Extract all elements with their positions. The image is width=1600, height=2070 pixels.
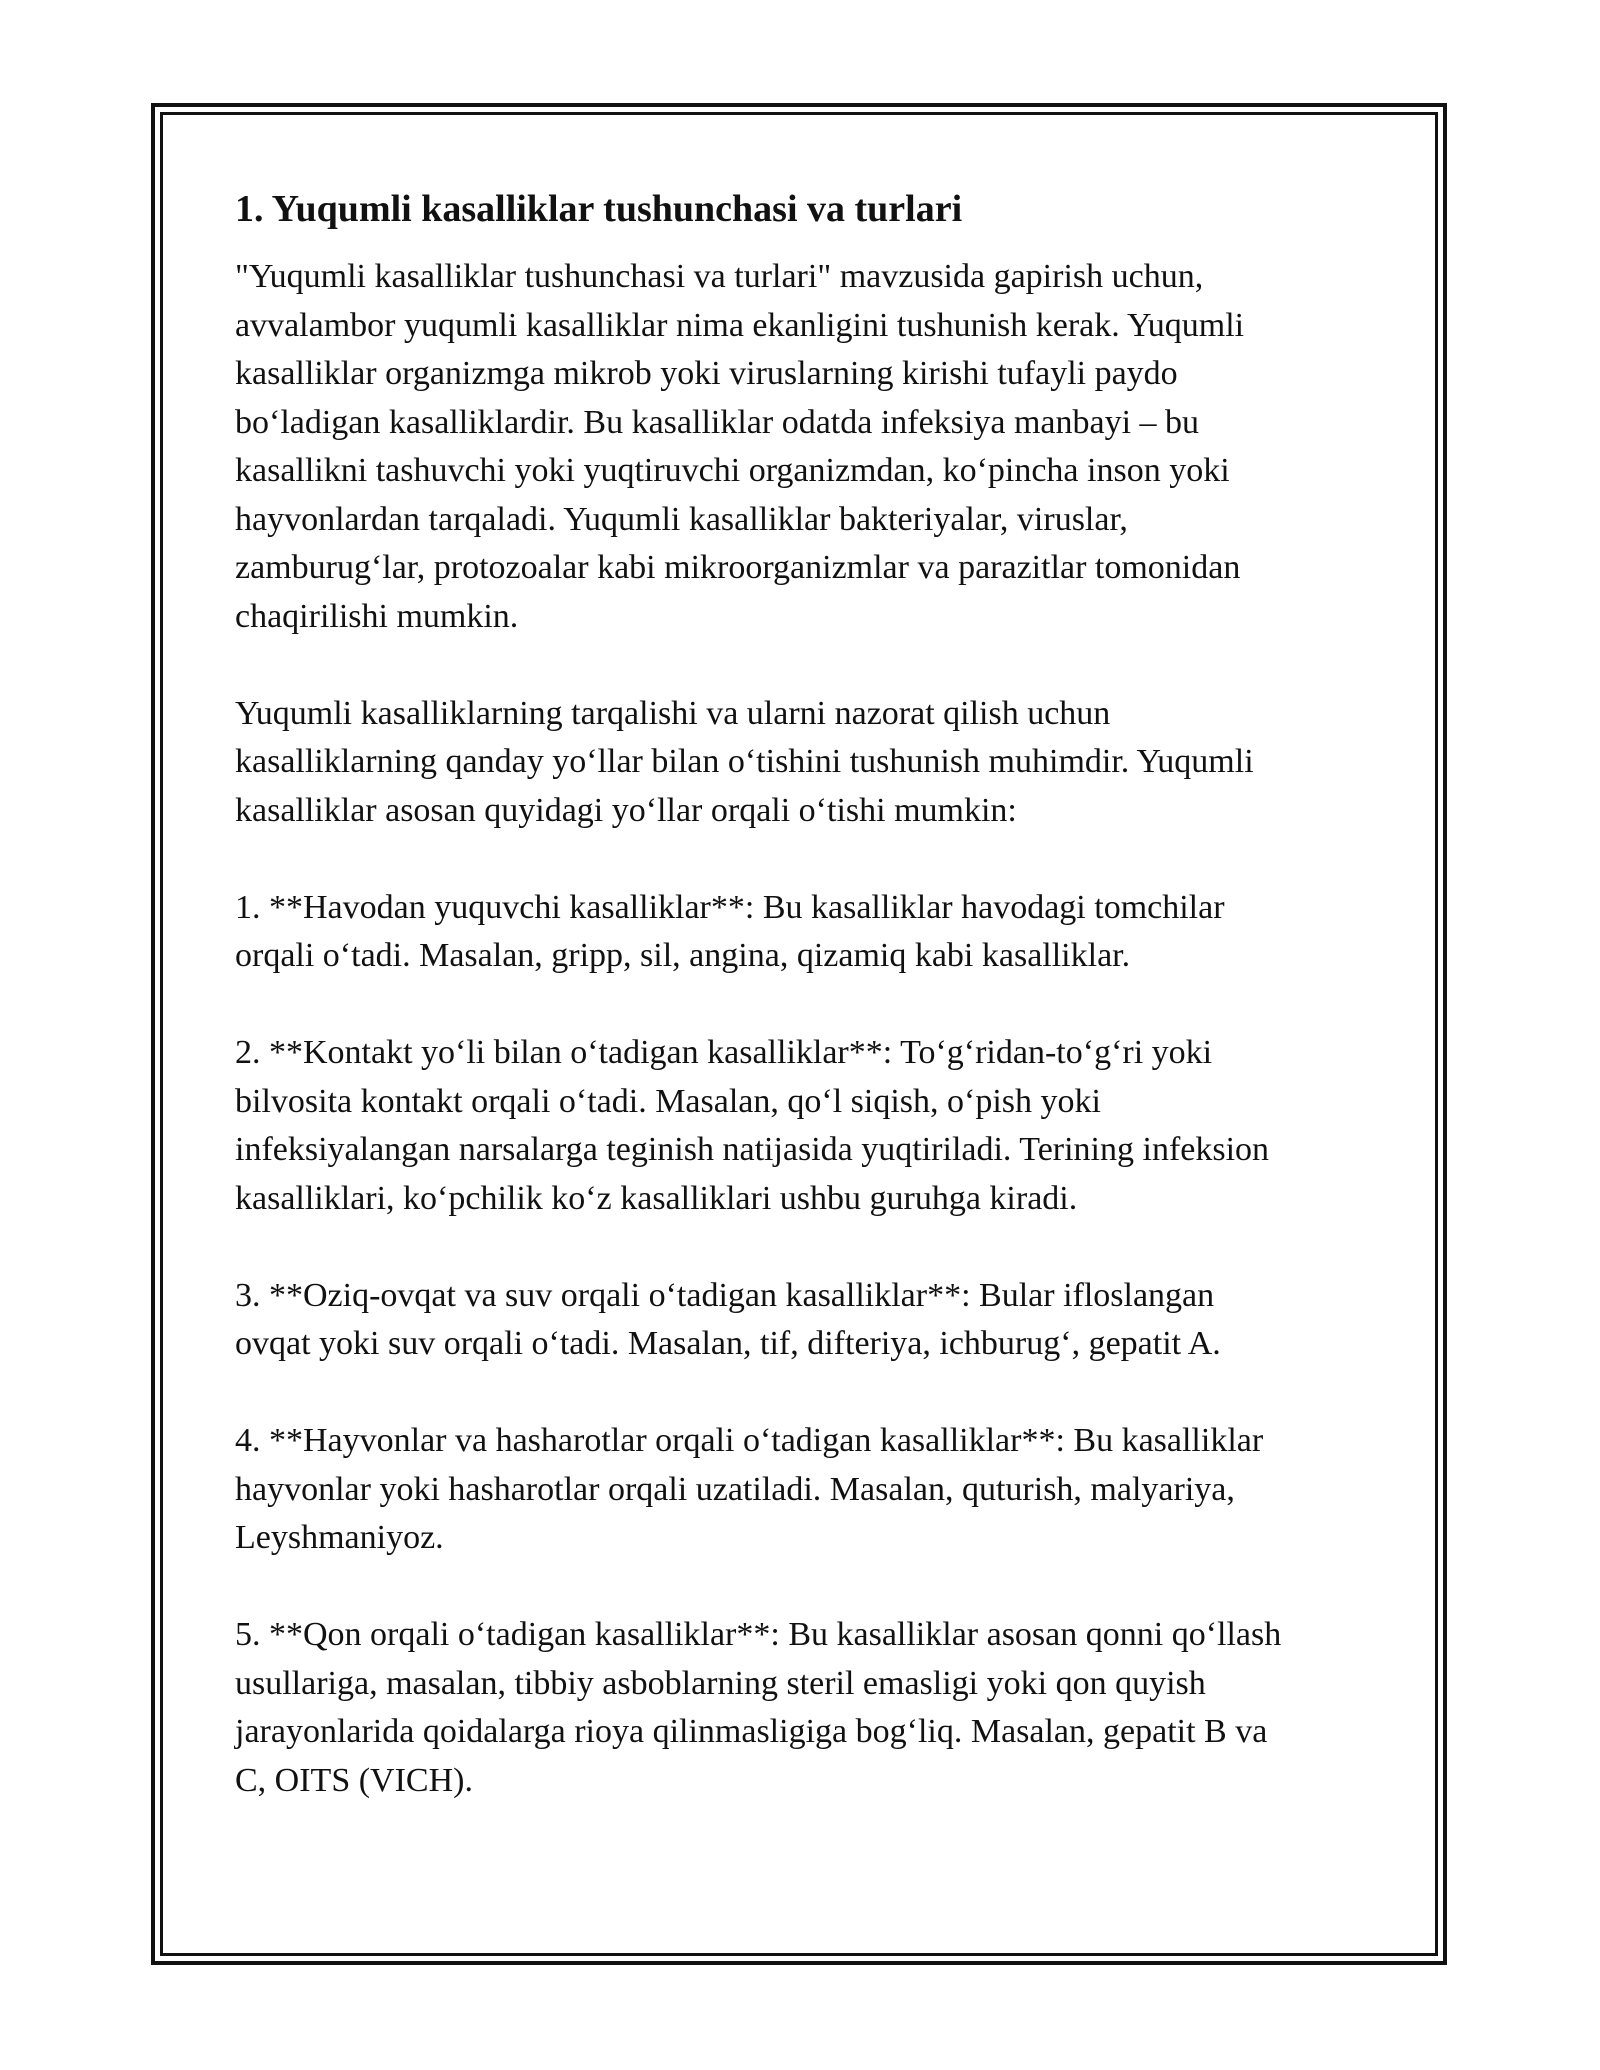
- transmission-paragraph: Yuqumli kasalliklarning tarqalishi va ularni nazorat qilish uchun kasalliklarning qanday yo‘llar bilan o‘tishini tushunish muhimdir. Yuqumli kasalliklar asosan quyidagi yo‘llar orqali o‘tishi mumkin:: [235, 694, 1254, 829]
- list-item-contact: 2. **Kontakt yo‘li bilan o‘tadigan kasalliklar**: To‘g‘ridan-to‘g‘ri yoki bilvosita kontakt orqali o‘tadi. Masalan, qo‘l siqish, o‘pish yoki infeksiyalangan narsalarga teginish natijasida yuqtiriladi. Terining infeksion kasalliklari, ko‘pchilik ko‘z kasalliklari ushbu guruhga kiradi.: [235, 1034, 1270, 1217]
- list-item-animals-insects: 4. **Hayvonlar va hasharotlar orqali o‘tadigan kasalliklar**: Bu kasalliklar hayvonlar yoki hasharotlar orqali uzatiladi. Masalan, quturish, malyariya, Leyshmaniyoz.: [235, 1422, 1264, 1556]
- list-item-airborne: 1. **Havodan yuquvchi kasalliklar**: Bu kasalliklar havodagi tomchilar orqali o‘tadi. Masalan, gripp, sil, angina, qizamiq kabi kasalliklar.: [235, 888, 1225, 974]
- document-body: [235, 185, 1385, 1854]
- intro-paragraph: "Yuqumli kasalliklar tushunchasi va turlari" mavzusida gapirish uchun, avvalambor yuqumli kasalliklar nima ekanligini tushunish kerak. Yuqumli kasalliklar organizmga mikrob yoki viruslarning kirishi tufayli paydo bo‘ladigan kasalliklardir. Bu kasalliklar odatda infeksiya manbayi – bu kasallikni tashuvchi yoki yuqtiruvchi organizmdan, ko‘pincha inson yoki hayvonlardan tarqaladi. Yuqumli kasalliklar bakteriyalar, viruslar, zamburug‘lar, protozoalar kabi mikroorganizmlar va parazitlar tomonidan chaqirilishi mumkin.: [235, 258, 1245, 635]
- list-item-blood: 5. **Qon orqali o‘tadigan kasalliklar**: Bu kasalliklar asosan qonni qo‘llash usullariga, masalan, tibbiy asboblarning steril emasligi yoki qon quyish jarayonlarida qoidalarga rioya qilinmasligiga bog‘liq. Masalan, gepatit B va C, OITS (VICH).: [235, 1616, 1282, 1799]
- list-item-food-water: 3. **Oziq-ovqat va suv orqali o‘tadigan kasalliklar**: Bular ifloslangan ovqat yoki suv orqali o‘tadi. Masalan, tif, difteriya, ichburug‘, gepatit A.: [235, 1276, 1221, 1362]
- section-heading: 1. Yuqumli kasalliklar tushunchasi va turlari: [235, 188, 963, 230]
